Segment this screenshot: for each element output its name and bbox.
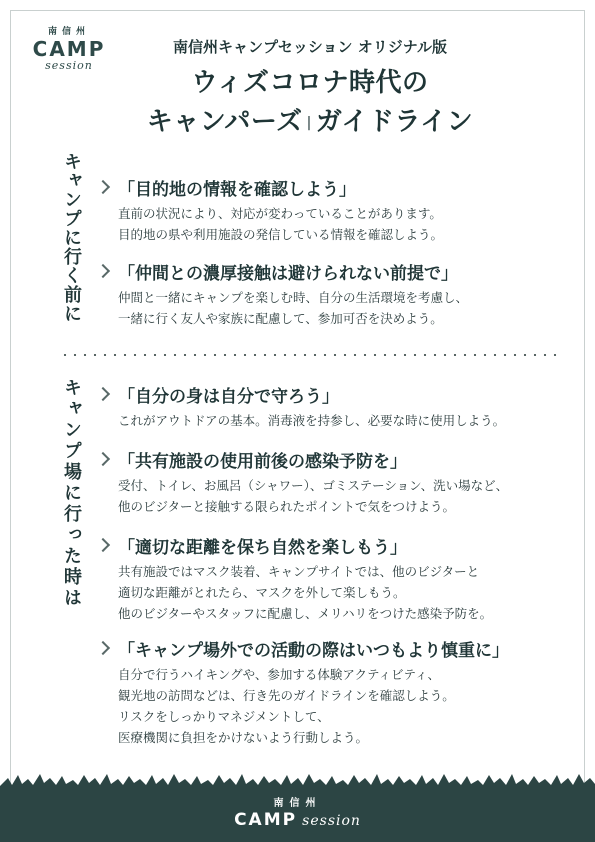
guideline-item — [96, 636, 576, 748]
chevron-right-icon — [96, 387, 110, 401]
guideline-body — [118, 203, 576, 245]
chevron-right-icon — [96, 641, 110, 655]
footer-region-text: 南信州 — [273, 798, 322, 809]
guideline-line: 他のビジターやスタッフに配慮し、メリハリをつけた感染予防を。 — [118, 606, 493, 621]
footer-logo — [0, 810, 595, 830]
section-label-before-camp: キャンプに行く前に — [61, 152, 82, 323]
guideline-item — [96, 382, 576, 431]
guideline-line: 受付、トイレ、お風呂（シャワー）、ゴミステーション、洗い場など、 — [118, 478, 509, 493]
guideline-line: これがアウトドアの基本。消毒液を持参し、必要な時に使用しよう。 — [118, 413, 506, 428]
guideline-body — [118, 561, 576, 624]
guideline-line: 目的地の県や利用施設の発信している情報を確認しよう。 — [118, 227, 444, 242]
guideline-line: 仲間と一緒にキャンプを楽しむ時、自分の生活環境を考慮し、 — [118, 290, 469, 305]
guideline-line: リスクをしっかりマネジメントして、 — [118, 709, 330, 724]
logo-region-text: 南信州 — [47, 27, 90, 37]
guideline-body — [118, 664, 576, 748]
guideline-heading: 「仲間との濃厚接触は避けられない前提で」 — [118, 263, 458, 284]
guideline-heading: 「自分の身は自分で守ろう」 — [118, 386, 339, 407]
footer-camp-text: CAMP — [234, 810, 298, 830]
guideline-item — [96, 175, 576, 245]
guideline-body — [118, 410, 576, 431]
camp-session-logo — [28, 24, 110, 72]
guideline-heading: 「キャンプ場外での活動の際はいつもより慎重に」 — [118, 640, 509, 661]
dotted-divider — [60, 354, 560, 356]
chevron-right-icon — [96, 452, 110, 466]
guideline-item — [96, 447, 576, 517]
logo-session-text: session — [45, 59, 93, 72]
chevron-right-icon — [96, 538, 110, 552]
guideline-body — [118, 475, 576, 517]
guideline-line: 自分で行うハイキングや、参加する体験アクティビティ、 — [118, 667, 441, 682]
guideline-heading: 「共有施設の使用前後の感染予防を」 — [118, 451, 407, 472]
title-campers: キャンパーズ — [146, 107, 303, 137]
guideline-line: 直前の状況により、対応が変わっていることがあります。 — [118, 206, 442, 221]
footer-session-text: session — [302, 813, 361, 829]
page-title-line2 — [110, 101, 510, 138]
section-label-at-campsite: キャンプ場に行った時は — [61, 378, 82, 609]
chevron-right-icon — [96, 180, 110, 194]
title-guideline: ガイドライン — [315, 107, 474, 137]
guideline-heading: 「適切な距離を保ち自然を楽しもう」 — [118, 537, 407, 558]
guideline-line: 適切な距離がとれたら、マスクを外して楽しもう。 — [118, 585, 406, 600]
page-title-line1: ウィズコロナ時代の — [191, 68, 429, 98]
guideline-line: 共有施設ではマスク装着、キャンプサイトでは、他のビジターと — [118, 564, 480, 579]
guideline-line: 医療機関に負担をかけないよう行動しよう。 — [118, 730, 369, 745]
title-separator: | — [306, 114, 312, 131]
guideline-item — [96, 259, 576, 329]
guideline-line: 一緒に行く友人や家族に配慮して、参加可否を決めよう。 — [118, 311, 443, 326]
guideline-line: 他のビジターと接触する限られたポイントで気をつけよう。 — [118, 499, 456, 514]
page-subtitle: 南信州キャンプセッション オリジナル版 — [172, 38, 448, 56]
guideline-item — [96, 533, 576, 624]
chevron-right-icon — [96, 264, 110, 278]
guideline-line: 観光地の訪問などは、行き先のガイドラインを確認しよう。 — [118, 688, 455, 703]
guideline-body — [118, 287, 576, 329]
logo-camp-text: CAMP — [32, 37, 106, 61]
guideline-heading: 「目的地の情報を確認しよう」 — [118, 179, 356, 200]
